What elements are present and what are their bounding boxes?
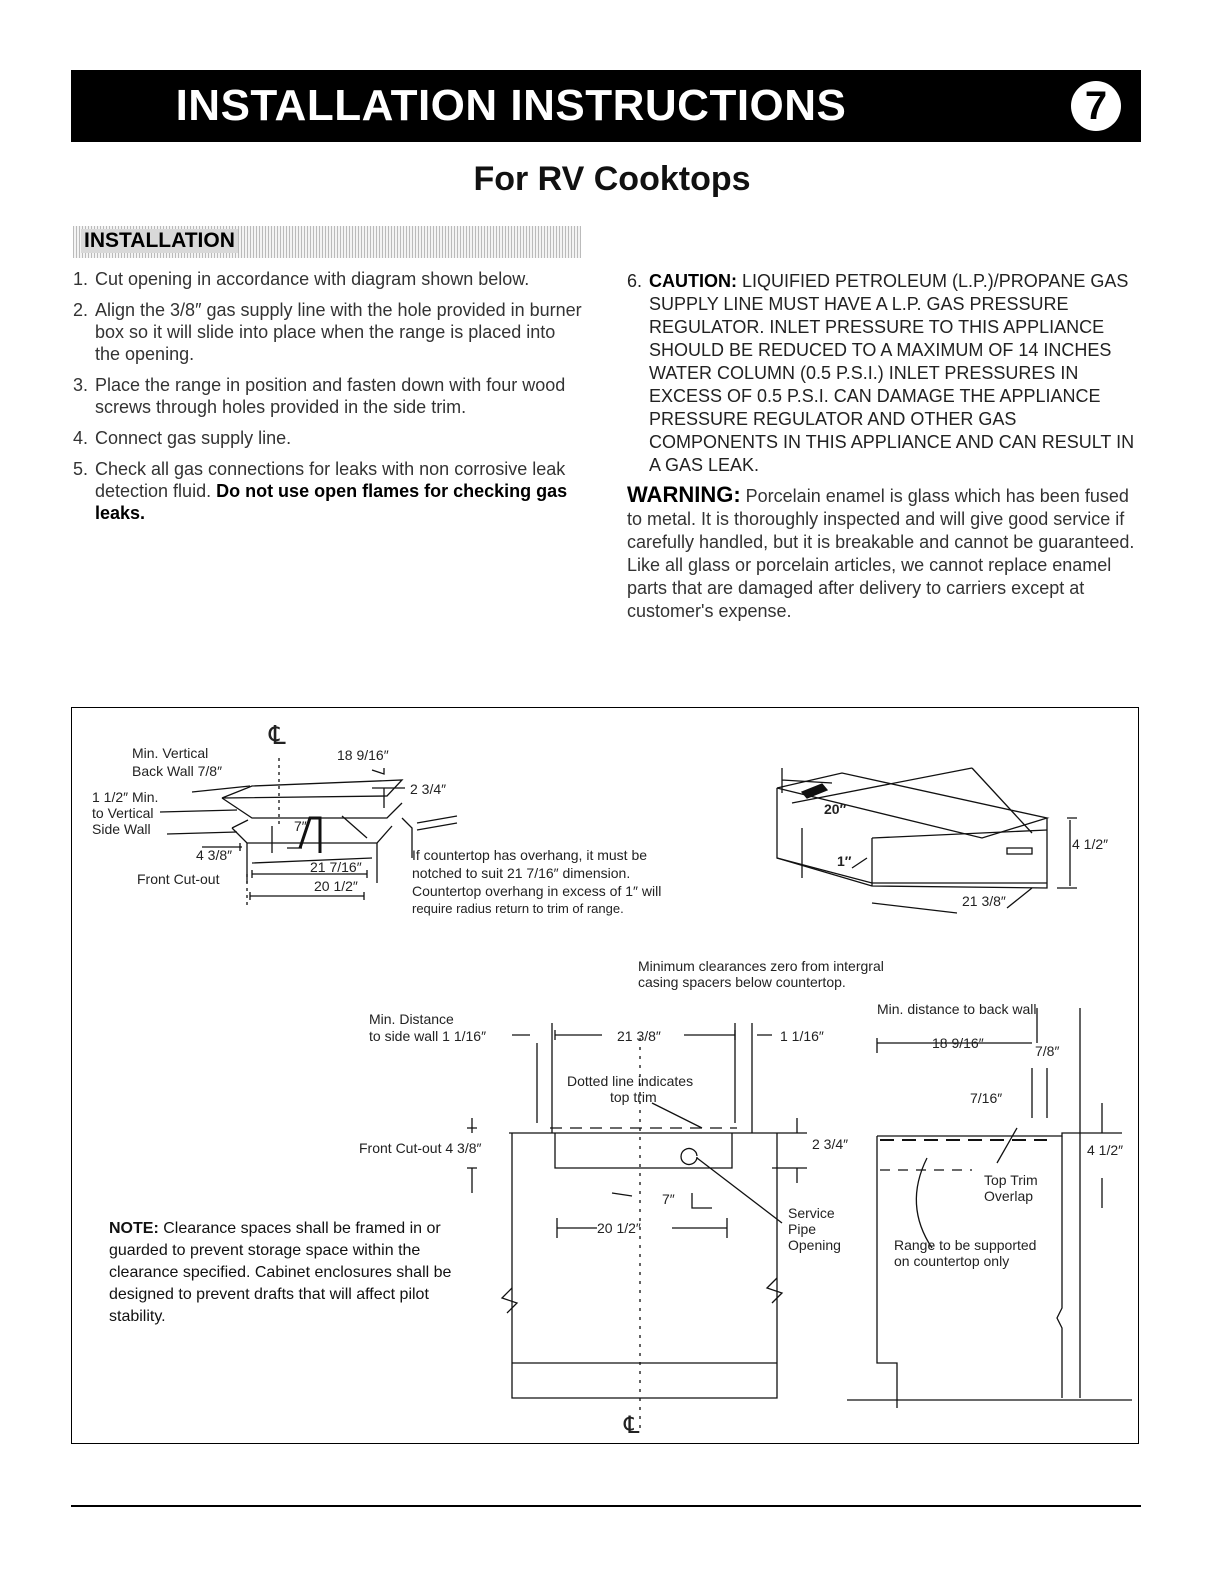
break-right — [767, 1278, 782, 1303]
label-min-vertical: Min. Vertical — [132, 745, 209, 761]
label-front-20-1-2: 20 1/2″ — [597, 1220, 641, 1236]
top-trim-leader — [997, 1128, 1017, 1163]
step-number: 4. — [73, 428, 89, 448]
range-dim-4-1-2 — [1057, 818, 1077, 888]
label-front-1-1-16: 1 1/16″ — [780, 1028, 824, 1044]
clearance-line-2: casing spacers below countertop. — [638, 974, 846, 990]
range-knob — [1007, 848, 1032, 854]
cutout-front-edge — [222, 798, 402, 818]
label-21-7-16: 21 7/16″ — [310, 859, 362, 875]
range-corner-mark — [802, 784, 827, 798]
step-text: Connect gas supply line. — [95, 428, 292, 448]
leader-lines-left — [160, 786, 250, 834]
caution-label: CAUTION: — [649, 271, 737, 291]
section-title: INSTALLATION — [81, 229, 238, 253]
label-dotted-1: Dotted line indicates — [567, 1073, 694, 1089]
label-2-3-4: 2 3/4″ — [410, 781, 447, 797]
section-header — [73, 226, 581, 258]
label-18-9-16: 18 9/16″ — [337, 747, 389, 763]
page-title: INSTALLATION INSTRUCTIONS — [175, 81, 847, 130]
cutout-top-plane — [222, 780, 402, 798]
side-cabinet-right — [1057, 1136, 1062, 1398]
overhang-corner — [402, 818, 412, 858]
clearance-note — [109, 1218, 481, 1328]
label-service-2: Pipe — [788, 1221, 817, 1237]
dim-line-20-1-2-front — [557, 1218, 727, 1238]
label-side-18-9-16: 18 9/16″ — [932, 1035, 984, 1051]
label-4-3-8: 4 3/8″ — [196, 847, 233, 863]
range-dim-1 — [802, 828, 867, 878]
label-min-back: Min. distance to back wall — [877, 1001, 1037, 1017]
overhang-line-3: Countertop overhang in excess of 1″ will — [412, 883, 662, 899]
cutout-opening — [232, 826, 392, 843]
step-text: Cut opening in accordance with diagram shown below. — [95, 269, 530, 289]
label-supported-1: Range to be supported — [894, 1237, 1037, 1253]
label-front-7: 7″ — [662, 1191, 675, 1207]
label-min-distance-2: to side wall 1 1/16″ — [369, 1028, 487, 1044]
dim-7-16-lines — [1032, 1068, 1047, 1118]
label-service-1: Service — [788, 1205, 835, 1221]
range-front-trim — [872, 830, 1047, 838]
installation-diagram — [71, 707, 1139, 1444]
label-front-21-3-8: 21 3/8″ — [617, 1028, 661, 1044]
page-number-badge: 7 — [1071, 81, 1121, 131]
step-item — [73, 268, 583, 290]
label-front-cutout-4-3-8: Front Cut-out 4 3/8″ — [359, 1140, 482, 1156]
label-front-2-3-4: 2 3/4″ — [812, 1136, 849, 1152]
caution-number: 6. — [627, 271, 643, 291]
step-item — [73, 458, 583, 524]
step-text: Align the 3/8″ gas supply line with the hole provided in burner box so it will slide into place when the range is placed into the opening. — [95, 300, 582, 364]
footer-rule — [71, 1505, 1141, 1507]
centerline-symbol-top: ℄ — [269, 720, 286, 750]
label-supported-2: on countertop only — [894, 1253, 1010, 1269]
range-label-20: 20″ — [824, 801, 847, 817]
right-column — [627, 270, 1147, 623]
label-20-1-2: 20 1/2″ — [314, 878, 358, 894]
step-text-bold: Do not use open flames for checking gas leaks. — [95, 481, 568, 523]
note-label: NOTE: — [109, 1220, 159, 1237]
label-7: 7″ — [294, 818, 307, 834]
label-min-side-1: 1 1/2″ Min. — [92, 789, 159, 805]
caution-text: LIQUIFIED PETROLEUM (L.P.)/PROPANE GAS SUPPLY LINE MUST HAVE A L.P. GAS PRESSURE REGULATOR. INLET PRESSURE TO THIS APPLIANCE SHOULD BE REDUCED TO A MAXIMUM OF 14 INCHES WATER COLUMN (0.5 P.S.I.) INLET PRESSURES IN EXCESS OF 0.5 P.S.I. CAN DAMAGE THE APPLIANCE PRESSURE REGULATOR AND OTHER GAS COMPONENTS IN THIS APPLIANCE AND CAN RESULT IN A GAS LEAK. — [649, 271, 1135, 475]
range-label-4-1-2: 4 1/2″ — [1072, 836, 1109, 852]
step-number: 5. — [73, 459, 89, 479]
supported-leader — [916, 1158, 932, 1248]
overhang-line-2: notched to suit 21 7/16″ dimension. — [412, 865, 631, 881]
label-front-cutout: Front Cut-out — [137, 871, 220, 887]
steps-list — [73, 268, 583, 533]
label-top-trim-2: Overlap — [984, 1188, 1034, 1204]
break-left — [502, 1288, 517, 1313]
label-side-7-8: 7/8″ — [1035, 1043, 1060, 1059]
side-countertop — [877, 1133, 1122, 1136]
diagram-svg — [72, 708, 1138, 1443]
step-item — [73, 374, 583, 418]
label-min-distance-1: Min. Distance — [369, 1011, 454, 1027]
label-min-side-2: to Vertical — [92, 805, 154, 821]
step-text: Place the range in position and fasten down with four wood screws through holes provided in the side trim. — [95, 375, 566, 417]
warning-label: WARNING: — [627, 482, 741, 507]
caution-block — [627, 270, 1147, 477]
note-text: Clearance spaces shall be framed in or guarded to prevent storage space within the clearance specified. Cabinet enclosures shall be designed to prevent drafts that will affect pilot stability. — [109, 1220, 452, 1325]
label-side-7-16: 7/16″ — [970, 1090, 1003, 1106]
clearance-line-1: Minimum clearances zero from intergral — [638, 958, 884, 974]
warning-block — [627, 483, 1147, 623]
warning-text: Porcelain enamel is glass which has been fused to metal. It is thoroughly inspected and will give good service if carefully handled, but it is breakable and cannot be guaranteed. Like all glass or porcelain articles, we cannot replace enamel parts that are damaged after delivery to carriers except at customer's expense. — [627, 486, 1135, 621]
range-label-1: 1″ — [837, 853, 852, 869]
range-dim-21-3-8 — [872, 888, 1032, 913]
overhang-line-4: require radius return to trim of range. — [412, 901, 624, 916]
countertop-lines — [417, 816, 457, 830]
range-body — [777, 788, 1047, 888]
label-dotted-2: top trim — [610, 1089, 657, 1105]
step-item — [73, 427, 583, 449]
side-cabinet-left — [877, 1136, 897, 1408]
service-pipe-leader — [697, 1158, 782, 1223]
page-subtitle: For RV Cooktops — [473, 160, 751, 198]
dotted-line-leader — [652, 1103, 702, 1128]
cabinet-outline — [512, 1133, 777, 1398]
label-service-3: Opening — [788, 1237, 841, 1253]
cutout-diagonal — [342, 816, 367, 838]
centerline-symbol-bottom: ℄ — [624, 1412, 640, 1439]
side-wall-line — [232, 820, 248, 828]
label-min-side-3: Side Wall — [92, 821, 151, 837]
label-top-trim-1: Top Trim — [984, 1172, 1038, 1188]
overhang-line-1: If countertop has overhang, it must be — [412, 847, 648, 863]
step-text: Check all gas connections for leaks with non corrosive leak detection fluid. — [95, 459, 566, 501]
burner-box — [555, 1133, 732, 1168]
tick-18-9-16 — [372, 768, 384, 774]
label-side-4-1-2: 4 1/2″ — [1087, 1142, 1124, 1158]
service-pipe-circle — [681, 1149, 697, 1165]
header-banner — [71, 70, 1141, 142]
label-back-wall: Back Wall 7/8″ — [132, 763, 223, 779]
range-label-21-3-8: 21 3/8″ — [962, 893, 1006, 909]
step-item — [73, 299, 583, 365]
step-number: 1. — [73, 269, 89, 289]
step-number: 2. — [73, 300, 89, 320]
step-number: 3. — [73, 375, 89, 395]
